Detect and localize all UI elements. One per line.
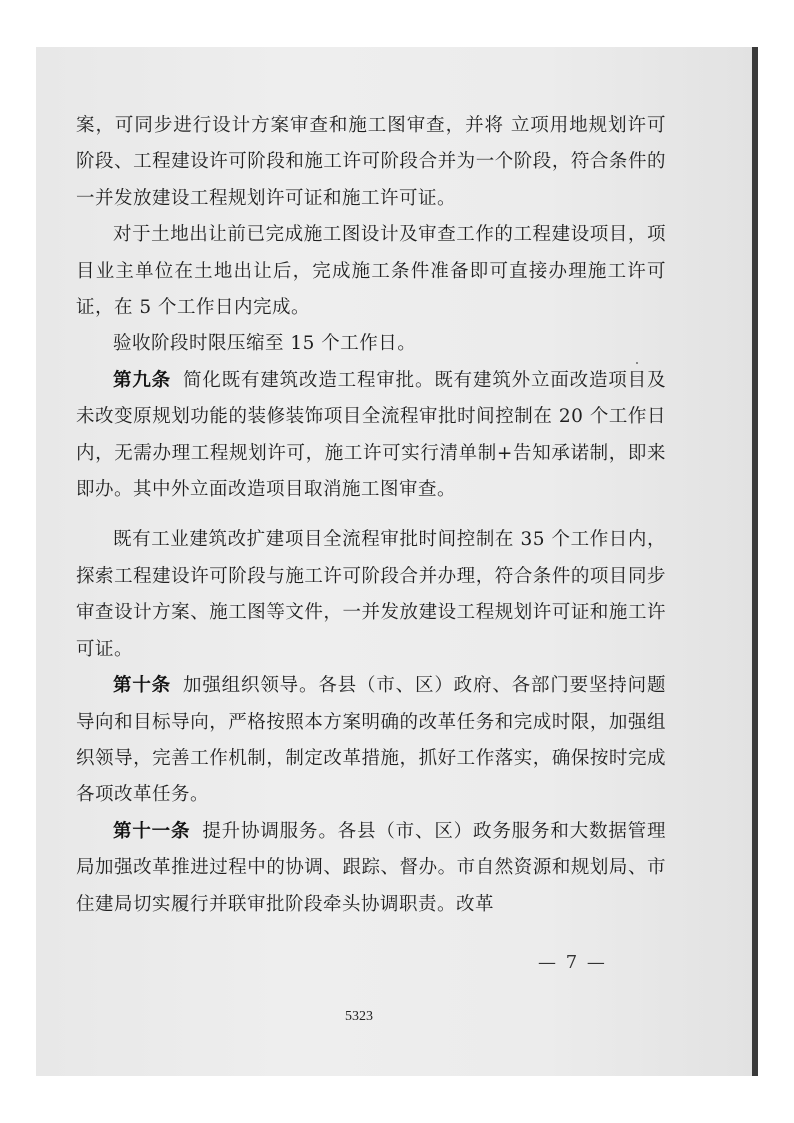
paragraph-1: 案，可同步进行设计方案审查和施工图审查，并将 立项用地规划许可阶段、工程建设许可阶段和施工许可阶段合并为一个阶段，符合条件的一并发放建设工程规划许可证和施工许可证。	[76, 115, 666, 209]
article-11-paragraph: 第十一条 提升协调服务。各县（市、区）政务服务和大数据管理局加强改革推进过程中的协调、跟踪、督办。市自然资源和规划局、市住建局切实履行并联审批阶段牵头协调职责。改革	[76, 820, 666, 915]
page-number: — 7 —	[538, 952, 607, 973]
article-10-paragraph: 第十条 加强组织领导。各县（市、区）政府、各部门要坚持问题导向和目标导向，严格按照本方案明确的改革任务和完成时限，加强组织领导，完善工作机制，制定改革措施，抓好工作落实，确保按时完成各项改革任务。	[76, 675, 666, 806]
article-9-paragraph: 第九条 简化既有建筑改造工程审批。既有建筑外立面改造项目及未改变原规划功能的装修装饰项目全流程审批时间控制在 20 个工作日内，无需办理工程规划许可，施工许可实行清单制+告知承诺制，即来即办。其中外立面改造项目取消施工图审查。	[76, 369, 666, 501]
paragraph-2: 对于土地出让前已完成施工图设计及审查工作的工程建设项目，项目业主单位在土地出让后，完成施工条件准备即可直接办理施工许可证，在 5 个工作日内完成。	[76, 224, 666, 319]
document-body	[76, 108, 666, 923]
stamp-number: 5323	[345, 1009, 373, 1024]
article-11-heading: 第十一条	[113, 820, 191, 842]
paragraph-5: 既有工业建筑改扩建项目全流程审批时间控制在 35 个工作日内，探索工程建设许可阶段与施工许可阶段合并办理，符合条件的项目同步审查设计方案、施工图等文件，一并发放建设工程规划许可证和施工许可证。	[76, 529, 666, 660]
article-9-heading: 第九条	[113, 369, 171, 391]
article-10-heading: 第十条	[113, 675, 171, 697]
scanner-edge	[752, 47, 758, 1076]
paragraph-3: 验收阶段时限压缩至 15 个工作日。	[113, 333, 417, 355]
